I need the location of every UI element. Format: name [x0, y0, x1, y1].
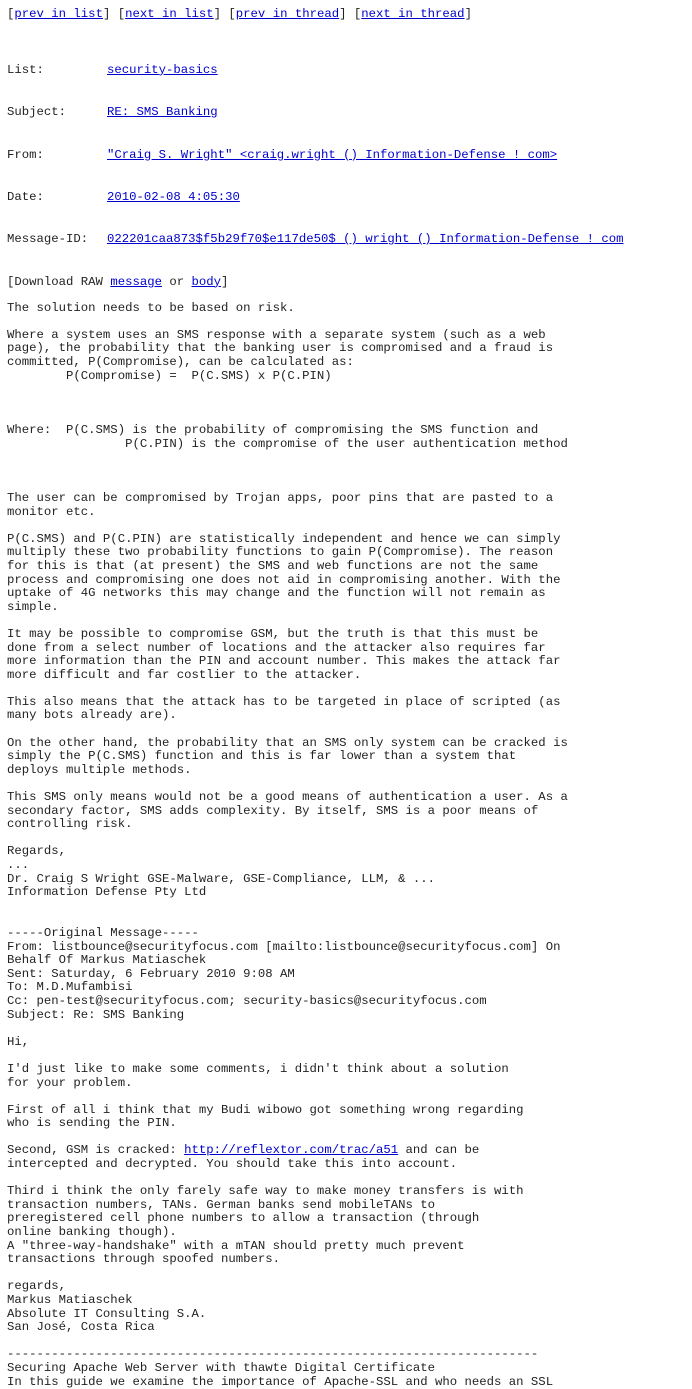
date-link[interactable]: 2010-02-08 4:05:30 — [107, 190, 240, 204]
message-id-label: Message-ID: — [7, 233, 89, 247]
list-link[interactable]: security-basics — [107, 63, 218, 77]
download-suffix: ] — [221, 274, 229, 289]
header-row-list — [7, 64, 692, 79]
subject-link[interactable]: RE: SMS Banking — [107, 106, 218, 120]
download-body-link[interactable]: body — [191, 274, 222, 289]
message-header — [7, 37, 692, 276]
subject-label: Subject: — [7, 106, 67, 120]
prev-in-thread-link[interactable]: prev in thread — [235, 7, 340, 21]
message-body-text-part1: The solution needs to be based on risk. Where a system uses an SMS response with a separate system (such as a web page), the probability that the banking user is compromised and a fraud is committed, P(Compromise), can be calculated as: P(Compromise) = P(C.SMS) x P(C.PIN) Where: P(C.SMS) is the probability of compromising the SMS function and P(C.PIN) is the compromise of the user authentication method The user can be compromised by Trojan apps, poor pins that are pasted to a monitor etc. P(C.SMS) and P(C.PIN) are statistically independent and hence we can simply multiply these two probability functions to gain P(Compromise). The reason for this is that (at present) the SMS and web functions are not the same process and compromising one does not aid in compromising another. With the uptake of 4G networks this may change and the function will not remain as simple. It may be possible to compromise GSM, but the truth is that this must be done from a select number of locations and the attacker also requires far more information than the PIN and account number. This makes the attack far more difficult and far costlier to the attacker. This also means that the attack has to be targeted in place of scripted (as many bots already are). On the other hand, the probability that an SMS only system can be cracked is simply the P(C.SMS) function and this is far lower than a system that deploys multiple methods. This SMS only means would not be a good means of authentication a user. As a secondary factor, SMS adds complexity. By itself, SMS is a poor means of controlling risk. Regards, ... Dr. Craig S Wright GSE-Malware, GSE-Compliance, LLM, & ... Information Defense Pty Ltd -----Original Message----- From: listbounce@securityfocus.com [mailto:listbounce@securityfocus.com] On Behalf Of Markus Matiaschek Sent: Saturday, 6 February 2010 9:08 AM To: M.D.Mufambisi Cc: pen-test@securityfocus.com; security-basics@securityfocus.com Subject: Re: SMS Banking Hi, I'd just like to make some comments, i didn't think about a solution for your problem. First of all i think that my Budi wibowo got something wrong regarding who is sending the PIN. Second, GSM is cracked: — [7, 300, 568, 1158]
next-in-list-link[interactable]: next in list — [125, 7, 214, 21]
thread-navigation: [prev in list] [next in list] [prev in thread] [next in thread] — [7, 7, 472, 21]
download-prefix: [Download RAW — [7, 274, 111, 289]
download-message-link[interactable]: message — [110, 274, 162, 289]
download-raw-line — [7, 276, 692, 290]
message-body-text-part2: and can be intercepted and decrypted. You should take this into account. Third i think the only farely safe way to make money transfers is with transaction numbers, TANs. German banks send mobileTANs to preregistered cell phone numbers to allow a transaction (through online banking though). A "three-way-handshake" with a mTAN should pretty much prevent transactions through spoofed numbers. regards, Markus Matiaschek Absolute IT Consulting S.A. San José, Costa Rica ------------------------------------------------------------------------ Securing Apache Web Server with thawte Digital Certificate In this guide we examine the importance of Apache-SSL and who needs an SSL — [7, 1143, 554, 1389]
reflextor-link[interactable]: http://reflextor.com/trac/a51 — [184, 1143, 399, 1158]
header-row-from — [7, 149, 692, 164]
header-row-message-id — [7, 233, 692, 248]
prev-in-list-link[interactable]: prev in list — [14, 7, 103, 21]
from-link[interactable]: "Craig S. Wright" <craig.wright () Information-Defense ! com> — [107, 148, 558, 162]
message-id-link[interactable]: 022201caa873$f5b29f70$e117de50$ () wright () Information-Defense ! com — [107, 233, 624, 247]
next-in-thread-link[interactable]: next in thread — [361, 7, 465, 21]
header-row-subject — [7, 106, 692, 121]
header-row-date — [7, 191, 692, 206]
download-or-text: or — [161, 274, 192, 289]
from-label: From: — [7, 148, 44, 162]
message-body — [7, 302, 692, 1389]
date-label: Date: — [7, 190, 44, 204]
list-label: List: — [7, 63, 44, 77]
